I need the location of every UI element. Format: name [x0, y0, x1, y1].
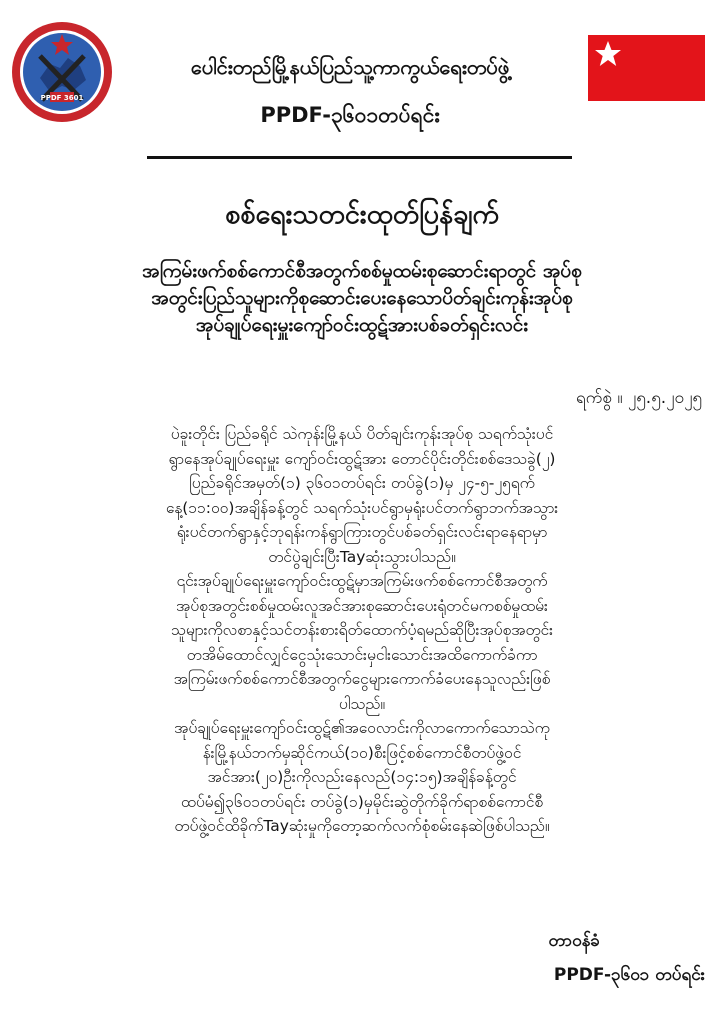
- crossed-rifles-emblem-icon: [10, 20, 114, 124]
- logo-text: PPDF 3601: [40, 94, 84, 102]
- body-line: ၎င်းအုပ်ချုပ်ရေးမှူးကျော်ဝင်းထွဋ်မှာအကြမ်းဖက်စစ်ကောင်စီအတွက်: [176, 572, 548, 590]
- body-line: နေ့(၁၁:၀၀)အချိန်ခန့်တွင် သရက်သုံးပင်ရွာမှရုံးပင်တက်ရွာဘက်အသွား: [165, 498, 559, 517]
- document-title: စစ်ရေးသတင်းထုတ်ပြန်ချက်: [225, 199, 499, 230]
- paragraph: [16, 422, 708, 569]
- body-line: အုပ်ချုပ်ရေးမှူးကျော်ဝင်းထွဋ်၏အဝေလာင်းကိုလာကောက်သောသဲကု: [174, 719, 550, 737]
- body-line: ပါသည်။: [338, 694, 386, 713]
- body-line: သူများကိုလစာနှင့်သင်တန်းစားရိတ်ထောက်ပံ့ရမည်ဆိုပြီးအုပ်စုအတွင်း: [170, 621, 554, 639]
- unit-name: PPDF-၃၆၀၁တပ်ရင်း: [260, 103, 440, 127]
- paragraph: [16, 716, 708, 839]
- body-line: ထပ်မံ၍၃၆၀၁တပ်ရင်း တပ်ခွဲ(၁)မှမိုင်းဆွဲတိုက်ခိုက်ရာစစ်ကောင်စီ: [180, 792, 544, 811]
- header-divider: [147, 156, 572, 159]
- org-name: ပေါင်းတည်မြို့နယ်ပြည်သူ့ကာကွယ်ရေးတပ်ဖွဲ့: [190, 55, 510, 79]
- body-line: တအိမ်ထောင်လျှင်ငွေသုံးသောင်းမှငါးသောင်းအထိကောက်ခံကာ: [186, 645, 538, 664]
- ppdf-logo-emblem: [10, 20, 114, 124]
- statement-body: [16, 422, 708, 839]
- body-line: အင်အား(၂၀)ဦးကိုလည်းနေလည်(၁၄:၁၅)အချိန်ခန့်တွင်: [207, 768, 517, 786]
- body-line: တပ်ဖွဲ့ဝင်ထိခိုက်Tayဆုံးမှုကိုတော့ဆက်လက်စုံစမ်းနေဆဲဖြစ်ပါသည်။: [174, 817, 550, 835]
- headline: [16, 258, 708, 339]
- body-line: ပြည်ခရိုင်အမှတ်(၁) ၃၆၀၁တပ်ရင်း တပ်ခွဲ(၁)မှ ၂၄-၅-၂၅ရက်: [189, 474, 535, 492]
- body-line: အကြမ်းဖက်စစ်ကောင်စီအတွက်ငွေများကောက်ခံပေးနေသူလည်းဖြစ်: [173, 670, 551, 688]
- headline-line: အကြမ်းဖက်စစ်ကောင်စီအတွက်စစ်မှုထမ်းစုဆောင်းရာတွင် အုပ်စု: [142, 260, 582, 282]
- headline-line: အုပ်ချုပ်ရေးမှူးကျော်ဝင်းထွဋ်အားပစ်ခတ်ရှင်းလင်း: [195, 314, 529, 336]
- paragraph: [16, 569, 708, 716]
- body-line: တင်ပွဲချင်းပြီးTayဆုံးသွားပါသည်။: [268, 547, 456, 566]
- statement-date: ရက်စွဲ ။ ၂၅.၅.၂၀၂၅: [575, 388, 702, 408]
- body-line: ပဲခူးတိုင်း ပြည်ခရိုင် သဲကုန်းမြို့နယ် ပိတ်ချင်းကုန်းအုပ်စု သရက်သုံးပင်: [170, 425, 554, 443]
- signature-unit: PPDF-၃၆၀၁ တပ်ရင်း: [553, 965, 705, 985]
- body-line: အုပ်စုအတွင်းစစ်မှုထမ်းလူအင်အားစုဆောင်းပေးရုံတင်မကစစ်မှုထမ်း: [176, 596, 548, 615]
- body-line: ရုံးပင်တက်ရွာနှင့်ဘုရန်းကန်ရွာကြားတွင်ပစ်ခတ်ရှင်းလင်းရာနေရာမှာ: [176, 523, 548, 541]
- red-flag-white-star-icon: [588, 35, 705, 101]
- body-line: ရွာနေအုပ်ချုပ်ရေးမှူး ကျော်ဝင်းထွဋ်အား တောင်ပိုင်းတိုင်းစစ်ဒေသခွဲ(၂): [168, 449, 556, 468]
- headline-line: အတွင်းပြည်သူများကိုစုဆောင်းပေးနေသောပိတ်ချင်းကုန်းအုပ်စု: [151, 287, 573, 309]
- signature-title: တာဝန်ခံ: [548, 931, 600, 951]
- body-line: န်းမြို့နယ်ဘက်မှဆိုင်ကယ်(၁၀)စီးဖြင့်စစ်ကောင်စီတပ်ဖွဲ့ဝင်: [202, 743, 522, 762]
